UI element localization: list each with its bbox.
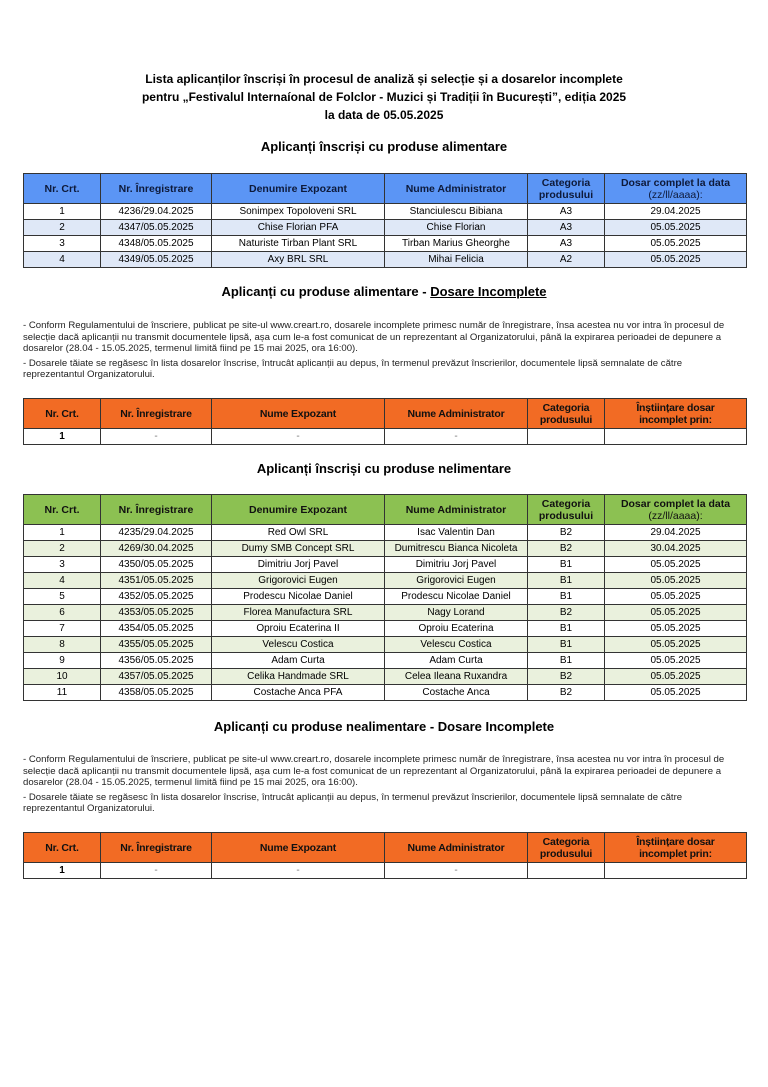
header-nr-crt: Nr. Crt. — [24, 399, 101, 429]
cell-administrator: Oproiu Ecaterina — [385, 621, 528, 637]
cell-nr-inregistrare: 4353/05.05.2025 — [101, 605, 212, 621]
table-row — [24, 252, 747, 268]
cell-categoria: B2 — [528, 525, 605, 541]
cell-nr-crt: 9 — [24, 653, 101, 669]
table-nonfood-incomplete — [23, 832, 747, 879]
table-row — [24, 429, 747, 445]
header-cat-line2: produsului — [538, 509, 594, 522]
cell-categoria: A3 — [528, 236, 605, 252]
header-instiintare — [605, 399, 747, 429]
table-nonfood-applicants — [23, 494, 747, 701]
cell-nr-crt: 7 — [24, 621, 101, 637]
cell-categoria: B1 — [528, 589, 605, 605]
section-heading-food: Aplicanți înscriși cu produse alimentare — [260, 139, 508, 154]
cell-expozant: Velescu Costica — [212, 637, 385, 653]
cell-date: 05.05.2025 — [605, 653, 747, 669]
notes-food-incomplete — [23, 320, 746, 384]
cell-date: 05.05.2025 — [605, 589, 747, 605]
cell-administrator: Celea Ileana Ruxandra — [385, 669, 528, 685]
cell-date: 05.05.2025 — [605, 621, 747, 637]
cell-administrator: - — [385, 429, 528, 445]
cell-expozant: Red Owl SRL — [212, 525, 385, 541]
section-heading-food-incomplete — [0, 284, 768, 299]
header-nume-administrator: Nume Administrator — [385, 399, 528, 429]
cell-nr-crt: 1 — [24, 204, 101, 220]
cell-administrator: Mihai Felicia — [385, 252, 528, 268]
table-row — [24, 605, 747, 621]
header-cat-line1: Categoria — [541, 176, 591, 189]
cell-expozant: - — [212, 429, 385, 445]
cell-categoria: A2 — [528, 252, 605, 268]
header-cat-line1: Categoria — [542, 835, 590, 848]
cell-nr-inregistrare: 4350/05.05.2025 — [101, 557, 212, 573]
header-categoria — [528, 174, 605, 204]
cell-categoria: B1 — [528, 637, 605, 653]
table-row — [24, 541, 747, 557]
cell-nr-crt: 10 — [24, 669, 101, 685]
cell-date: 05.05.2025 — [605, 685, 747, 701]
header-denumire-expozant: Denumire Expozant — [212, 495, 385, 525]
cell-date: 05.05.2025 — [605, 252, 747, 268]
heading-prefix: Aplicanți cu produse alimentare - — [221, 284, 431, 299]
header-categoria — [528, 399, 605, 429]
cell-date: 29.04.2025 — [605, 525, 747, 541]
table-row — [24, 573, 747, 589]
header-nume-administrator: Nume Administrator — [385, 174, 528, 204]
note-2: - Dosarele tăiate se regăsesc în lista dosarelor înscrise, întrucât aplicanții au depus, în termenul prevăzut înscrierilor, documentele lipsă semnalate de către reprezentantul Organizatorului. — [23, 357, 683, 380]
cell-nr-inregistrare: 4235/29.04.2025 — [101, 525, 212, 541]
cell-date: 29.04.2025 — [605, 204, 747, 220]
cell-date — [605, 429, 747, 445]
header-notif-line2: incomplet prin: — [639, 847, 712, 860]
header-cat-line2: produsului — [539, 413, 593, 426]
cell-nr-crt: 8 — [24, 637, 101, 653]
cell-nr-crt: 4 — [24, 573, 101, 589]
note-1: - Conform Regulamentului de înscriere, publicat pe site-ul www.creart.ro, dosarele incomplete primesc număr de înregistrare, însa acestea nu vor intra în procesul de selecție dacă aplicanții nu transmit documentele lipsă, așa cum le-a fost comunicat de un reprezentant al Organizatorului, până la expirarea perioadei de depunere a dosarelor (28.04 - 15.05.2025, termenul limită fiind pe 15 mai 2025, ora 16:00). — [23, 754, 725, 788]
cell-nr-crt: 5 — [24, 589, 101, 605]
header-date-line1: Dosar complet la data — [620, 497, 731, 510]
header-date-line2: (zz/ll/aaaa): — [648, 509, 703, 522]
heading-underlined: Dosare Incomplete — [430, 284, 547, 299]
table-row — [24, 525, 747, 541]
table-body — [24, 863, 747, 879]
note-2: - Dosarele tăiate se regăsesc în lista dosarelor înscrise, întrucât aplicanții au depus, în termenul prevăzut înscrierilor, documentele lipsă semnalate de către reprezentantul Organizatorului. — [23, 791, 683, 814]
cell-date: 05.05.2025 — [605, 573, 747, 589]
cell-date — [605, 863, 747, 879]
cell-administrator: Isac Valentin Dan — [385, 525, 528, 541]
cell-administrator: Costache Anca — [385, 685, 528, 701]
cell-nr-inregistrare: - — [101, 863, 212, 879]
cell-categoria — [528, 429, 605, 445]
cell-categoria: B1 — [528, 573, 605, 589]
header-cat-line2: produsului — [538, 188, 594, 201]
cell-expozant: Naturiste Tirban Plant SRL — [212, 236, 385, 252]
cell-nr-inregistrare: 4351/05.05.2025 — [101, 573, 212, 589]
cell-expozant: Axy BRL SRL — [212, 252, 385, 268]
header-cat-line1: Categoria — [542, 401, 590, 414]
section-heading-nonfood-incomplete: Aplicanți cu produse nealimentare - Dosare Incomplete — [213, 719, 555, 734]
title-line-1: Lista aplicanților înscriși în procesul de analiză și selecție și a dosarelor incomplete — [145, 72, 623, 86]
cell-nr-crt: 2 — [24, 541, 101, 557]
cell-expozant: Grigorovici Eugen — [212, 573, 385, 589]
header-categoria — [528, 833, 605, 863]
cell-date: 05.05.2025 — [605, 669, 747, 685]
header-nume-expozant: Nume Expozant — [212, 833, 385, 863]
cell-expozant: Chise Florian PFA — [212, 220, 385, 236]
header-nr-inregistrare: Nr. Înregistrare — [101, 495, 212, 525]
table-row — [24, 589, 747, 605]
header-notif-line1: Înștiințare dosar — [636, 401, 715, 414]
cell-nr-inregistrare: 4352/05.05.2025 — [101, 589, 212, 605]
cell-categoria: B1 — [528, 621, 605, 637]
cell-administrator: Prodescu Nicolae Daniel — [385, 589, 528, 605]
cell-expozant: - — [212, 863, 385, 879]
header-nr-inregistrare: Nr. Înregistrare — [101, 399, 212, 429]
document-title — [0, 70, 768, 124]
cell-nr-inregistrare: 4358/05.05.2025 — [101, 685, 212, 701]
table-row — [24, 669, 747, 685]
cell-categoria: A3 — [528, 204, 605, 220]
cell-expozant: Dumy SMB Concept SRL — [212, 541, 385, 557]
cell-nr-crt: 1 — [24, 429, 101, 445]
table-row — [24, 653, 747, 669]
cell-administrator: Velescu Costica — [385, 637, 528, 653]
header-date-line1: Dosar complet la data — [620, 176, 731, 189]
cell-expozant: Dimitriu Jorj Pavel — [212, 557, 385, 573]
cell-categoria: B2 — [528, 669, 605, 685]
cell-date: 05.05.2025 — [605, 605, 747, 621]
cell-nr-inregistrare: 4355/05.05.2025 — [101, 637, 212, 653]
table-body — [24, 429, 747, 445]
cell-nr-inregistrare: 4349/05.05.2025 — [101, 252, 212, 268]
header-notif-line2: incomplet prin: — [639, 413, 712, 426]
cell-nr-inregistrare: 4347/05.05.2025 — [101, 220, 212, 236]
cell-nr-inregistrare: 4269/30.04.2025 — [101, 541, 212, 557]
cell-expozant: Costache Anca PFA — [212, 685, 385, 701]
header-nr-inregistrare: Nr. Înregistrare — [101, 833, 212, 863]
header-nume-administrator: Nume Administrator — [385, 833, 528, 863]
cell-nr-crt: 3 — [24, 557, 101, 573]
cell-categoria — [528, 863, 605, 879]
table-row — [24, 204, 747, 220]
header-nr-crt: Nr. Crt. — [24, 174, 101, 204]
table-header-row — [24, 495, 747, 525]
cell-nr-crt: 11 — [24, 685, 101, 701]
table-header-row — [24, 399, 747, 429]
cell-expozant: Prodescu Nicolae Daniel — [212, 589, 385, 605]
cell-categoria: B2 — [528, 541, 605, 557]
cell-categoria: B2 — [528, 685, 605, 701]
cell-expozant: Sonimpex Topoloveni SRL — [212, 204, 385, 220]
cell-categoria: A3 — [528, 220, 605, 236]
cell-nr-inregistrare: 4356/05.05.2025 — [101, 653, 212, 669]
cell-nr-crt: 6 — [24, 605, 101, 621]
header-cat-line2: produsului — [539, 847, 593, 860]
cell-administrator: Grigorovici Eugen — [385, 573, 528, 589]
header-nr-inregistrare: Nr. Înregistrare — [101, 174, 212, 204]
table-row — [24, 637, 747, 653]
cell-nr-crt: 3 — [24, 236, 101, 252]
cell-expozant: Celika Handmade SRL — [212, 669, 385, 685]
cell-date: 05.05.2025 — [605, 637, 747, 653]
note-1: - Conform Regulamentului de înscriere, publicat pe site-ul www.creart.ro, dosarele incomplete primesc număr de înregistrare, însa acestea nu vor intra în procesul de selecție dacă aplicanții nu transmit documentele lipsă, așa cum le-a fost comunicat de un reprezentant al Organizatorului, până la expirarea perioadei de depunere a dosarelor (28.04 - 15.05.2025, termenul limită fiind pe 15 mai 2025, ora 16:00). — [23, 320, 725, 354]
title-line-2: pentru „Festivalul Internaíonal de Folclor - Muzici și Tradiții în București”, ediția 2025 — [141, 90, 627, 104]
table-row — [24, 557, 747, 573]
table-row — [24, 220, 747, 236]
table-row — [24, 685, 747, 701]
cell-nr-inregistrare: 4354/05.05.2025 — [101, 621, 212, 637]
cell-categoria: B2 — [528, 605, 605, 621]
header-denumire-expozant: Denumire Expozant — [212, 174, 385, 204]
cell-date: 05.05.2025 — [605, 220, 747, 236]
table-food-incomplete — [23, 398, 747, 445]
header-categoria — [528, 495, 605, 525]
cell-nr-inregistrare: 4357/05.05.2025 — [101, 669, 212, 685]
cell-expozant: Adam Curta — [212, 653, 385, 669]
header-instiintare — [605, 833, 747, 863]
cell-administrator: Chise Florian — [385, 220, 528, 236]
header-cat-line1: Categoria — [541, 497, 591, 510]
cell-nr-inregistrare: 4236/29.04.2025 — [101, 204, 212, 220]
cell-administrator: Dimitriu Jorj Pavel — [385, 557, 528, 573]
cell-expozant: Florea Manufactura SRL — [212, 605, 385, 621]
table-row — [24, 863, 747, 879]
cell-categoria: B1 — [528, 653, 605, 669]
cell-nr-crt: 4 — [24, 252, 101, 268]
header-nume-administrator: Nume Administrator — [385, 495, 528, 525]
table-food-applicants — [23, 173, 747, 268]
cell-administrator: - — [385, 863, 528, 879]
cell-nr-crt: 2 — [24, 220, 101, 236]
header-notif-line1: Înștiințare dosar — [636, 835, 715, 848]
header-date-line2: (zz/ll/aaaa): — [648, 188, 703, 201]
table-body — [24, 525, 747, 701]
cell-nr-crt: 1 — [24, 525, 101, 541]
cell-administrator: Stanciulescu Bibiana — [385, 204, 528, 220]
cell-date: 05.05.2025 — [605, 236, 747, 252]
table-header-row — [24, 174, 747, 204]
header-dosar-complet — [605, 174, 747, 204]
header-nr-crt: Nr. Crt. — [24, 495, 101, 525]
cell-nr-inregistrare: 4348/05.05.2025 — [101, 236, 212, 252]
title-line-3: la data de 05.05.2025 — [324, 108, 444, 122]
cell-administrator: Adam Curta — [385, 653, 528, 669]
cell-administrator: Tirban Marius Gheorghe — [385, 236, 528, 252]
cell-nr-crt: 1 — [24, 863, 101, 879]
cell-expozant: Oproiu Ecaterina II — [212, 621, 385, 637]
header-nr-crt: Nr. Crt. — [24, 833, 101, 863]
cell-date: 30.04.2025 — [605, 541, 747, 557]
table-row — [24, 621, 747, 637]
header-nume-expozant: Nume Expozant — [212, 399, 385, 429]
cell-nr-inregistrare: - — [101, 429, 212, 445]
cell-administrator: Dumitrescu Bianca Nicoleta — [385, 541, 528, 557]
table-row — [24, 236, 747, 252]
notes-nonfood-incomplete — [23, 754, 746, 818]
table-header-row — [24, 833, 747, 863]
header-dosar-complet — [605, 495, 747, 525]
table-body — [24, 204, 747, 268]
section-heading-nonfood: Aplicanți înscriși cu produse nelimentare — [256, 461, 512, 476]
cell-categoria: B1 — [528, 557, 605, 573]
cell-administrator: Nagy Lorand — [385, 605, 528, 621]
cell-date: 05.05.2025 — [605, 557, 747, 573]
